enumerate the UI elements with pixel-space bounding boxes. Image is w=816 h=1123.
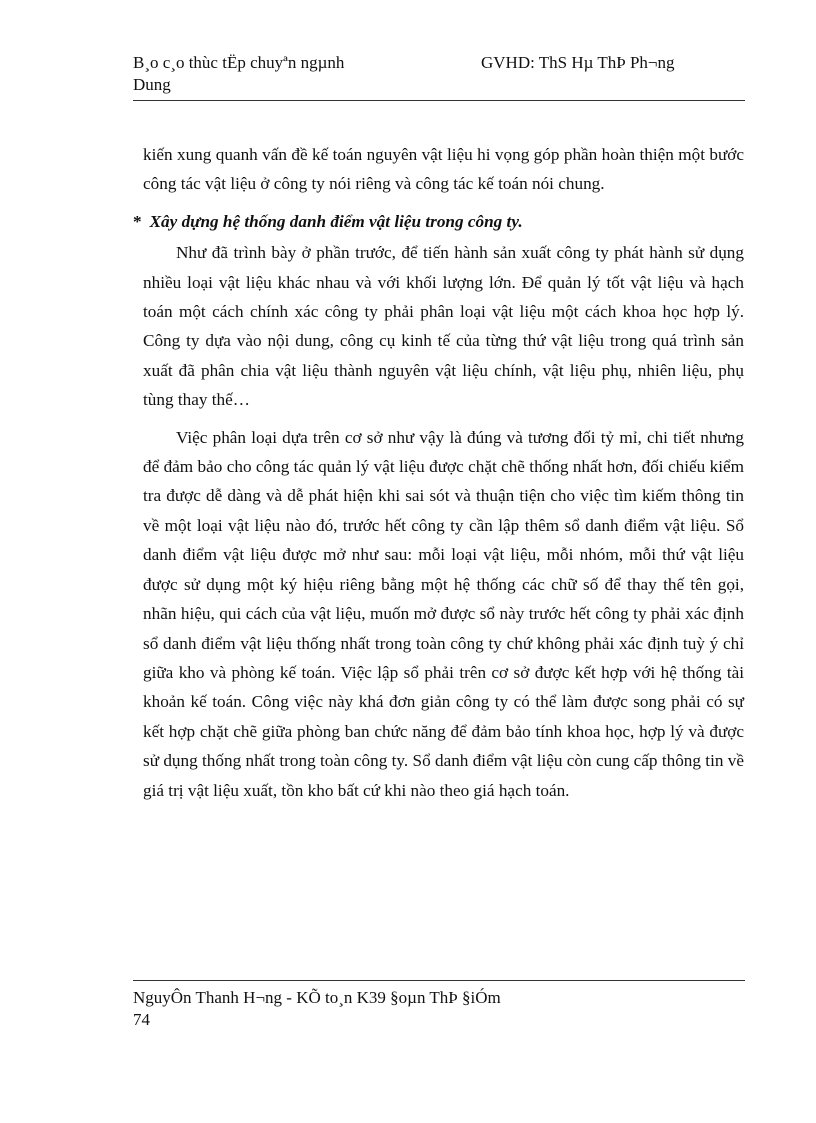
page-number: 74	[133, 1010, 150, 1029]
paragraph-classification: Như đã trình bày ở phần trước, để tiến hành sản xuất công ty phát hành sử dụng nhiều loại vật liệu khác nhau và với khối lượng lớn. Để quản lý tốt vật liệu và hạch toán một cách chính xác công ty phải phân loại vật liệu một cách khoa học hợp lý. Công ty dựa vào nội dung, công cụ kinh tế của từng thứ vật liệu trong quá trình sản xuất đã phân chia vật liệu thành nguyên vật liệu chính, vật liệu phụ, nhiên liệu, phụ tùng thay thế…	[143, 243, 744, 410]
document-body	[133, 140, 744, 805]
intro-paragraph: kiến xung quanh vấn đề kế toán nguyên vật liệu hi vọng góp phần hoàn thiện một bước công tác vật liệu ở công ty nói riêng và công tác kế toán nói chung.	[143, 145, 744, 194]
section-heading-text: Xây dựng hệ thống danh điểm vật liệu trong công ty.	[149, 211, 523, 231]
page-header	[133, 52, 745, 96]
header-divider	[133, 100, 745, 101]
page-footer	[133, 987, 501, 1031]
footer-divider	[133, 980, 745, 981]
report-title: B¸o c¸o thùc tËp chuyªn ngµnh	[133, 53, 345, 72]
asterisk-bullet-icon: *	[133, 211, 142, 231]
section-heading	[133, 207, 744, 236]
paragraph-catalog-book: Việc phân loại dựa trên cơ sở như vậy là đúng và tương đối tỷ mỉ, chi tiết nhưng để đảm bảo cho công tác quản lý vật liệu được chặt chẽ thống nhất hơn, đối chiếu kiểm tra được dễ dàng và dễ phát hiện khi sai sót và thuận tiện cho việc tìm kiếm thông tin về một loại vật liệu nào đó, trước hết công ty cần lập thêm sổ danh điểm vật liệu. Sổ danh điểm vật liệu được mở như sau: mỗi loại vật liệu, mỗi nhóm, mỗi thứ vật liệu được sử dụng một ký hiệu riêng bằng một hệ thống các chữ số để thay thế tên gọi, nhãn hiệu, qui cách của vật liệu, muốn mở được sổ này trước hết công ty phải xác định sổ danh điểm vật liệu thống nhất trong toàn công ty chứ không phải xác định tuỳ ý chỉ giữa kho và phòng kế toán. Việc lập sổ phải trên cơ sở được kết hợp với hệ thống tài khoản kế toán. Công việc này khá đơn giản công ty có thể làm được song phải có sự kết hợp chặt chẽ giữa phòng ban chức năng để đảm bảo tính khoa học, hợp lý và được sử dụng thống nhất trong toàn công ty. Sổ danh điểm vật liệu còn cung cấp thông tin về giá trị vật liệu xuất, tồn kho bất cứ khi nào theo giá hạch toán.	[143, 427, 744, 800]
header-first-row	[133, 52, 745, 74]
supervisor-name: GVHD: ThS Hµ ThÞ Ph¬ng	[481, 53, 675, 72]
author-line: NguyÔn Thanh H¬ng - KÕ to¸n K39 §oµn ThÞ §iÓm	[133, 988, 501, 1007]
report-title-continuation: Dung	[133, 75, 171, 94]
